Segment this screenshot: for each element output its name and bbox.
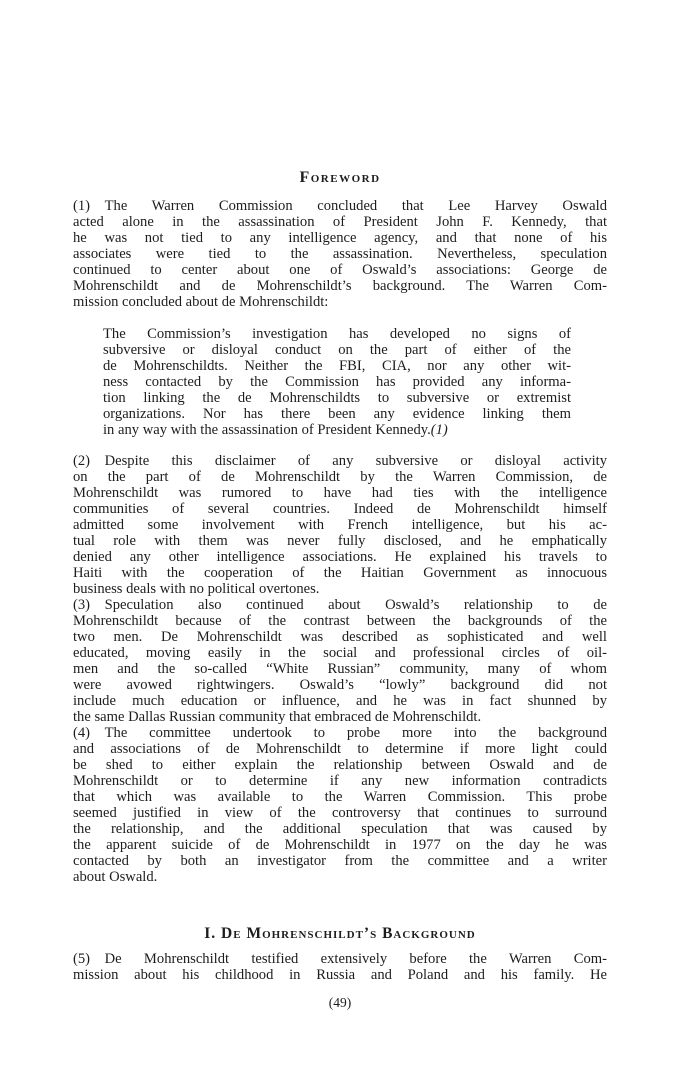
text-line: on the part of de Mohrenschildt by the Warren Commission, de [73,469,607,485]
document-body [73,198,607,983]
text-line: Mohrenschildt because of the contrast between the backgrounds of the [73,613,607,629]
text-line: (1) The Warren Commission concluded that Lee Harvey Oswald [73,198,607,214]
paragraph-3 [73,597,607,725]
text-line: he was not tied to any intelligence agency, and that none of his [73,230,607,246]
text-line: Haiti with the cooperation of the Haitian Government as innocuous [73,565,607,581]
text-line: (2) Despite this disclaimer of any subversive or disloyal activity [73,453,607,469]
text-line: the relationship, and the additional speculation that was caused by [73,821,607,837]
paragraph-4 [73,725,607,885]
text-line: The Commission’s investigation has developed no signs of [103,326,571,342]
footnote-reference: (1) [430,422,448,438]
text-line: two men. De Mohrenschildt was described as sophisticated and well [73,629,607,645]
text-line: mission concluded about de Mohrenschildt: [73,294,329,310]
text-line: organizations. Nor has there been any evidence linking them [103,406,571,422]
text-line: seemed justified in view of the controversy that continues to surround [73,805,607,821]
text-line: (5) De Mohrenschildt testified extensively before the Warren Com- [73,951,607,967]
text-line: denied any other intelligence associations. He explained his travels to [73,549,607,565]
text-line: about Oswald. [73,869,158,885]
text-line: Mohrenschildt and de Mohrenschildt’s background. The Warren Com- [73,278,607,294]
text-line: the apparent suicide of de Mohrenschildt in 1977 on the day he was [73,837,607,853]
text-line: were avowed rightwingers. Oswald’s “lowly” background did not [73,677,607,693]
text-line: associates were tied to the assassination. Nevertheless, speculation [73,246,607,262]
page-content [73,170,607,1011]
page-number: (49) [328,995,352,1010]
text-line: admitted some involvement with French intelligence, but his ac- [73,517,607,533]
text-line: ness contacted by the Commission has provided any informa- [103,374,571,390]
text-line: Mohrenschildt was rumored to have had ties with the intelligence [73,485,607,501]
text-line: tion linking the de Mohrenschildts to subversive or extremist [103,390,571,406]
text-line: Mohrenschildt or to determine if any new information contradicts [73,773,607,789]
text-line: (3) Speculation also continued about Oswald’s relationship to de [73,597,607,613]
text-line: tual role with them was never fully disclosed, and he emphatically [73,533,607,549]
text-line: acted alone in the assassination of President John F. Kennedy, that [73,214,607,230]
text-line: continued to center about one of Oswald’s associations: George de [73,262,607,278]
text-line: subversive or disloyal conduct on the part of either of the [103,342,571,358]
page-title: Foreword [299,169,381,186]
text-line: educated, moving easily in the social and professional circles of oil- [73,645,607,661]
text-line: business deals with no political overtones. [73,581,320,597]
paragraph-2 [73,453,607,597]
paragraph-1 [73,198,607,310]
text-line: in any way with the assassination of President Kennedy.(1) [103,422,448,438]
text-line: be shed to either explain the relationship between Oswald and de [73,757,607,773]
section-heading-background: I. De Mohrenschildt’s Background [204,925,476,942]
text-line: include much education or influence, and he was in fact shunned by [73,693,607,709]
text-line: mission about his childhood in Russia and Poland and his family. He [73,967,607,983]
paragraph-5 [73,951,607,983]
text-line: (4) The committee undertook to probe more into the background [73,725,607,741]
text-line: that which was available to the Warren Commission. This probe [73,789,607,805]
text-line: contacted by both an investigator from the committee and a writer [73,853,607,869]
text-line: men and the so-called “White Russian” community, many of whom [73,661,607,677]
text-line: de Mohrenschildts. Neither the FBI, CIA, nor any other wit- [103,358,571,374]
text-line: communities of several countries. Indeed de Mohrenschildt himself [73,501,607,517]
text-line: and associations of de Mohrenschildt to determine if more light could [73,741,607,757]
text-line: the same Dallas Russian community that embraced de Mohrenschildt. [73,709,482,725]
commission-quote [103,326,571,438]
